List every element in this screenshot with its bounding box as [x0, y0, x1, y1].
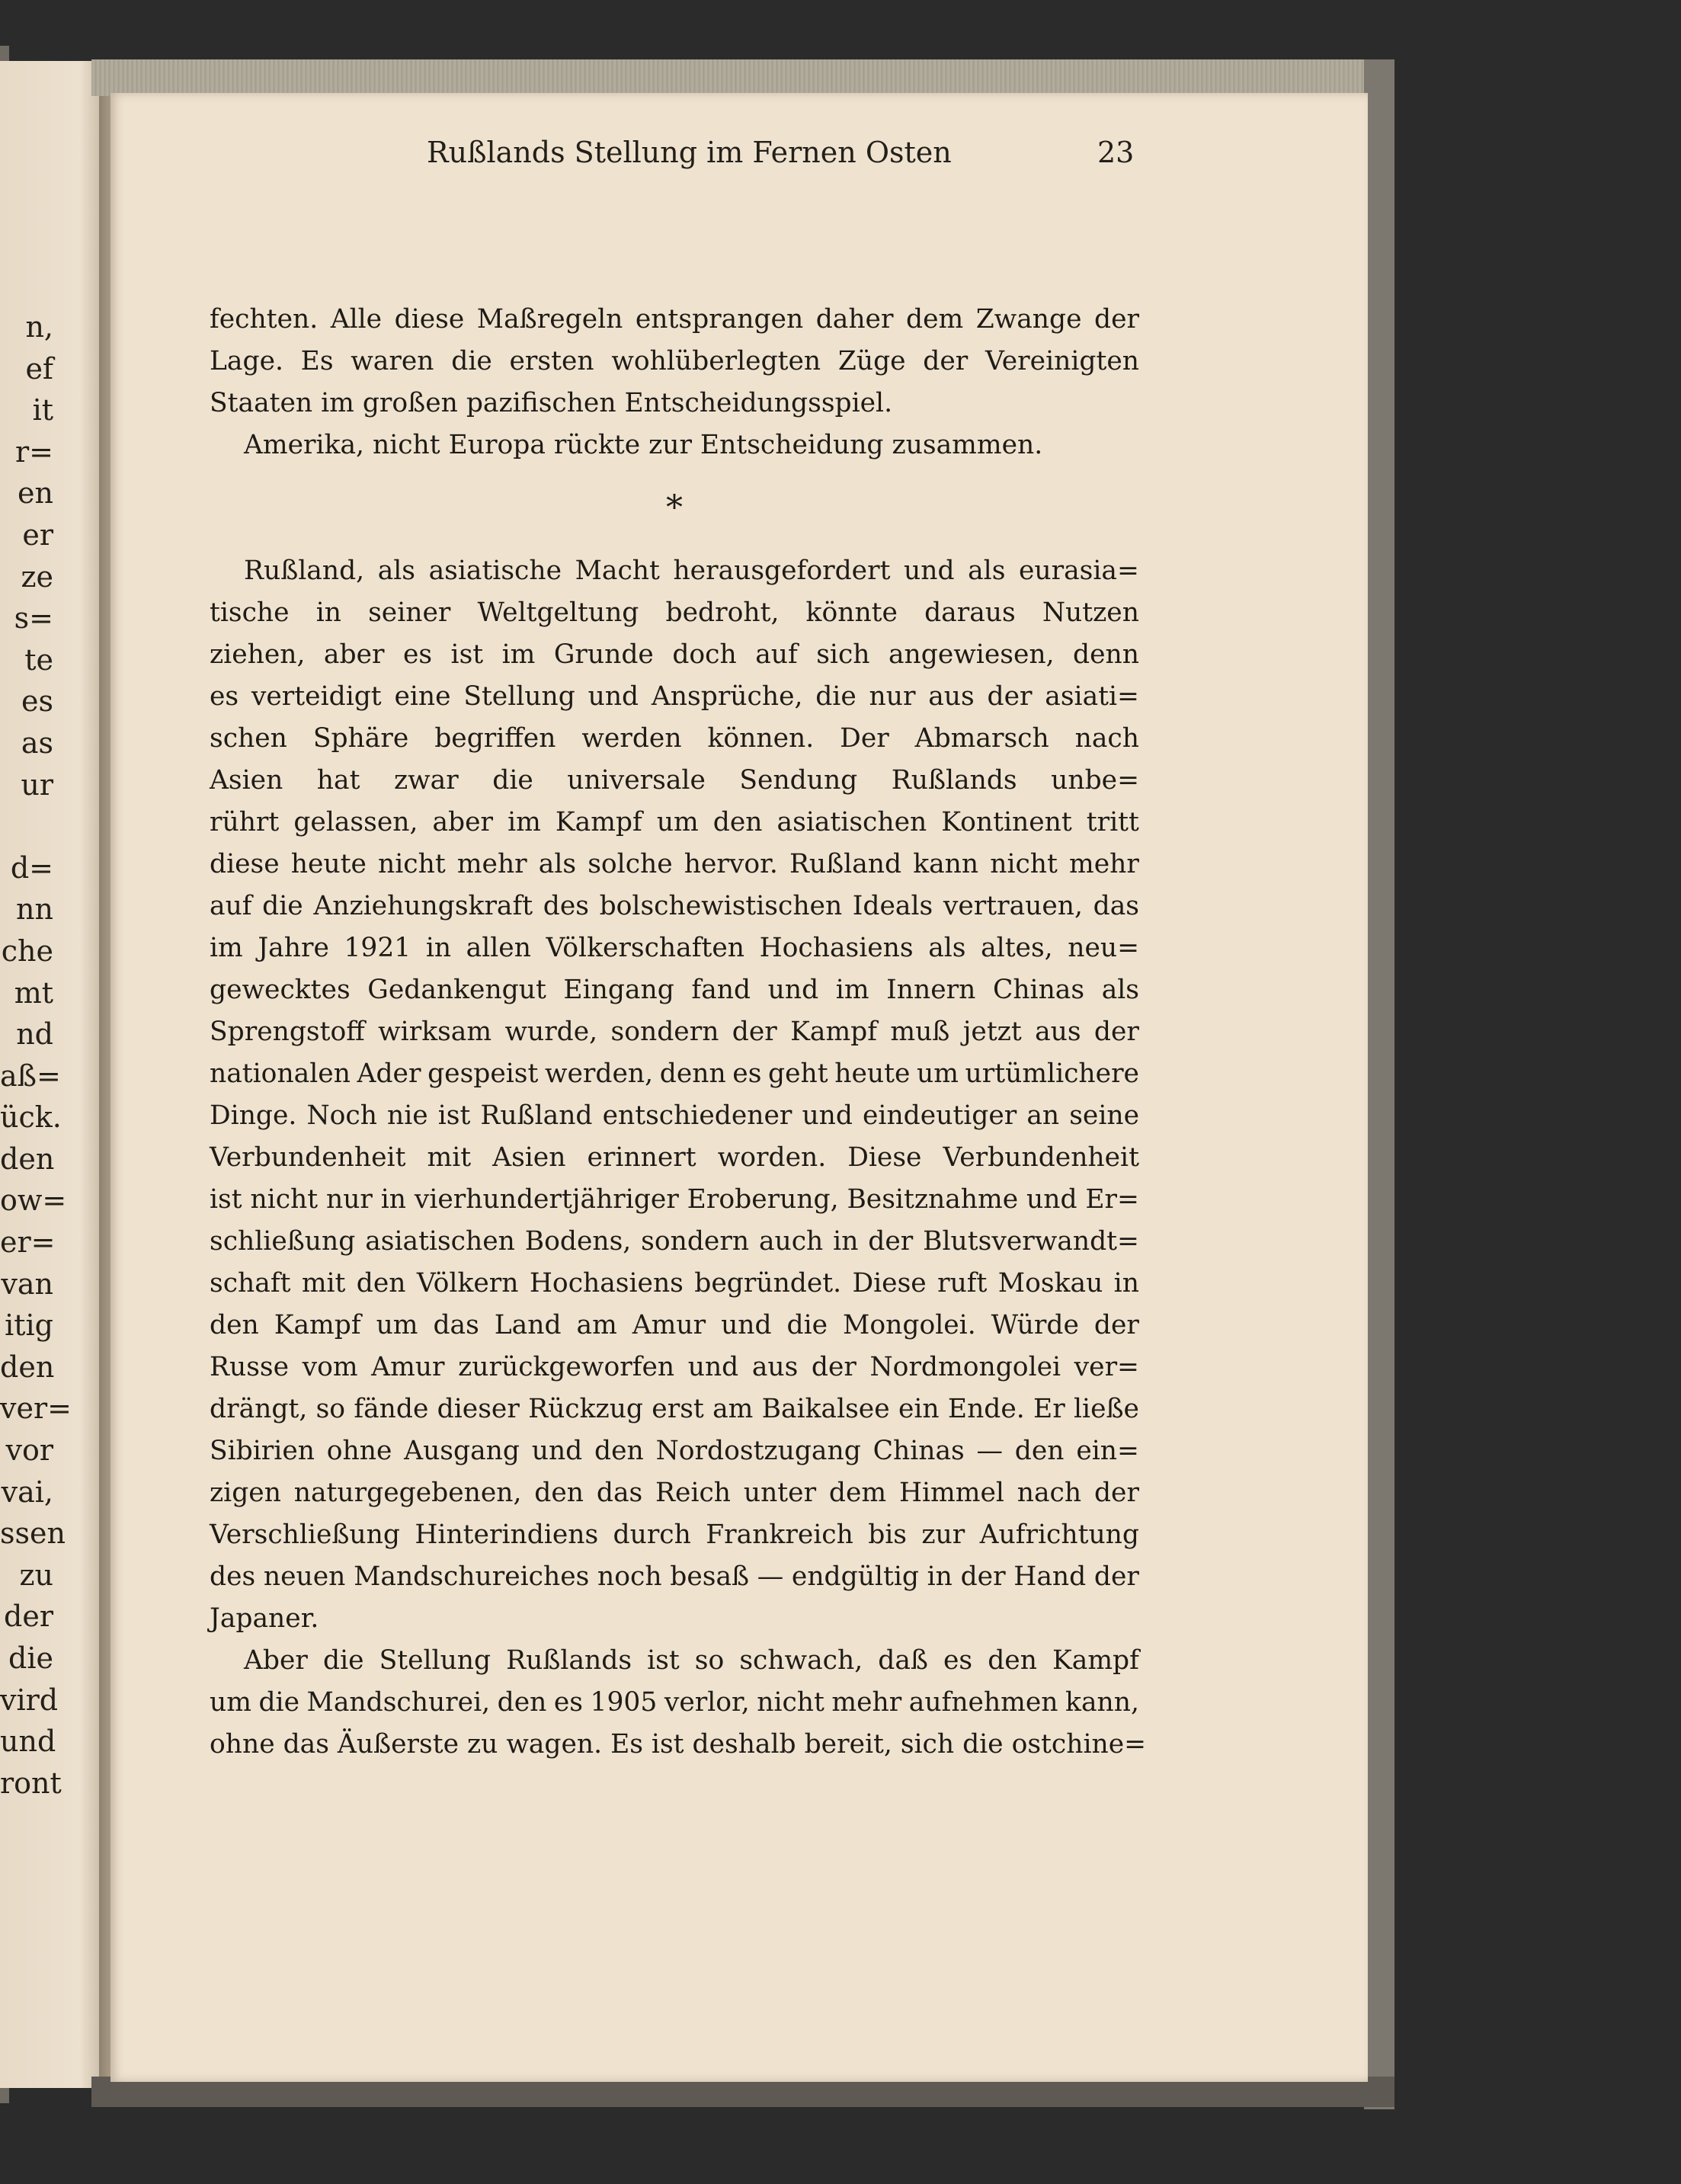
text-line: schen Sphäre begriffen werden können. Der Abmarsch nach: [210, 723, 1139, 754]
text-line: Sibirien ohne Ausgang und den Nordostzugang Chinas — den ein=: [210, 1436, 1139, 1466]
text-line: Japaner.: [210, 1603, 319, 1634]
cover-right-edge: [1364, 59, 1394, 2109]
text-line: Verschließung Hinterindiens durch Frankreich bis zur Aufrichtung: [210, 1520, 1139, 1550]
left-page-fragment: nd: [16, 1017, 53, 1052]
left-page-fragment: die: [8, 1641, 53, 1675]
text-line: Lage. Es waren die ersten wohlüberlegten Züge der Vereinigten: [210, 346, 1139, 376]
text-line: ohne das Äußerste zu wagen. Es ist deshalb bereit, sich die ostchine=: [210, 1729, 1147, 1760]
left-page-fragment: und: [0, 1724, 56, 1759]
section-ornament: *: [666, 488, 683, 527]
text-line: den Kampf um das Land am Amur und die Mongolei. Würde der: [210, 1310, 1139, 1340]
left-page-fragment: den: [0, 1142, 55, 1176]
text-line: schaft mit den Völkern Hochasiens begründet. Diese ruft Moskau in: [210, 1268, 1139, 1299]
left-page-fragment: aß=: [0, 1058, 61, 1093]
left-page-fragment: der: [4, 1600, 53, 1634]
text-line: Aber die Stellung Rußlands ist so schwach, daß es den Kampf: [244, 1645, 1139, 1676]
left-page-fragment: den: [0, 1350, 55, 1384]
text-line: zigen naturgegebenen, den das Reich unter dem Himmel nach der: [210, 1478, 1139, 1508]
left-page-fragment: as: [21, 725, 53, 760]
text-line: ziehen, aber es ist im Grunde doch auf sich angewiesen, denn: [210, 639, 1139, 670]
left-page-fragment: che: [1, 933, 53, 968]
paragraph: [210, 1640, 1147, 1766]
text-line: schließung asiatischen Bodens, sondern auch in der Blutsverwandt=: [210, 1226, 1139, 1257]
left-page-fragment: it: [32, 393, 53, 428]
left-page-fragment: itig: [5, 1308, 53, 1343]
text-line: tische in seiner Weltgeltung bedroht, könnte daraus Nutzen: [210, 597, 1139, 628]
paragraph: [210, 550, 1139, 1640]
running-title: Rußlands Stellung im Fernen Osten: [427, 136, 952, 169]
left-page-fragment: ze: [21, 559, 53, 594]
left-page-fragment: nn: [16, 892, 53, 927]
text-line: des neuen Mandschureiches noch besaß — endgültig in der Hand der: [210, 1561, 1139, 1592]
text-line: es verteidigt eine Stellung und Ansprüche, die nur aus der asiati=: [210, 681, 1139, 712]
text-line: im Jahre 1921 in allen Völkerschaften Hochasiens als altes, neu=: [210, 933, 1139, 963]
text-line: Dinge. Noch nie ist Rußland entschiedener und eindeutiger an seine: [210, 1100, 1139, 1131]
text-line: Rußland, als asiatische Macht herausgefordert und als eurasia=: [244, 556, 1139, 586]
text-line: diese heute nicht mehr als solche hervor. Rußland kann nicht mehr: [210, 849, 1139, 879]
body-text: [210, 299, 1147, 1766]
text-line: Amerika, nicht Europa rückte zur Entscheidung zusammen.: [244, 430, 1043, 460]
left-page-text-fragments: [0, 306, 72, 1804]
left-page-fragment: ur: [21, 767, 53, 802]
paragraph: [210, 424, 1139, 466]
left-page-fragment: vor: [5, 1433, 53, 1468]
left-page-fragment: er=: [0, 1225, 56, 1260]
left-page-fragment: en: [18, 476, 53, 511]
text-line: Sprengstoff wirksam wurde, sondern der Kampf muß jetzt aus der: [210, 1017, 1139, 1047]
left-page-fragment: ront: [0, 1766, 62, 1800]
page-number: 23: [1097, 136, 1135, 169]
text-line: Verbundenheit mit Asien erinnert worden. Diese Verbundenheit: [210, 1142, 1139, 1173]
text-line: drängt, so fände dieser Rückzug erst am Baikalsee ein Ende. Er ließe: [210, 1394, 1139, 1424]
left-page-fragment: van: [1, 1267, 53, 1301]
text-line: fechten. Alle diese Maßregeln entsprangen daher dem Zwange der: [210, 304, 1139, 335]
text-line: ist nicht nur in vierhundertjähriger Eroberung, Besitznahme und Er=: [210, 1184, 1139, 1215]
left-page-fragment: ver=: [0, 1391, 72, 1426]
left-page-fragment: s=: [14, 601, 53, 636]
left-page-fragment: d=: [10, 850, 53, 885]
left-page-fragment: zu: [19, 1558, 53, 1592]
cover-top-edge: [91, 59, 1387, 96]
left-page-fragment: r=: [14, 434, 53, 469]
left-page-fragment: vai,: [1, 1475, 53, 1509]
left-page-fragment: er: [22, 517, 53, 552]
text-line: nationalen Ader gespeist werden, denn es geht heute um urtümlichere: [210, 1058, 1139, 1089]
text-line: gewecktes Gedankengut Eingang fand und im Innern Chinas als: [210, 975, 1139, 1005]
text-line: um die Mandschurei, den es 1905 verlor, nicht mehr aufnehmen kann,: [210, 1687, 1139, 1718]
paragraph: [210, 299, 1139, 424]
left-page-fragment: n,: [25, 310, 53, 344]
text-line: Staaten im großen pazifischen Entscheidungsspiel.: [210, 388, 893, 418]
left-page-fragment: ef: [25, 351, 53, 386]
left-page-fragment: ück.: [0, 1100, 62, 1135]
text-line: rührt gelassen, aber im Kampf um den asiatischen Kontinent tritt: [210, 807, 1139, 837]
text-line: Asien hat zwar die universale Sendung Rußlands unbe=: [210, 765, 1139, 796]
text-line: Russe vom Amur zurückgeworfen und aus der Nordmongolei ver=: [210, 1352, 1139, 1382]
left-page-fragment: mt: [14, 975, 53, 1010]
left-page-fragment: [0, 805, 53, 847]
left-page-fragment: ow=: [0, 1183, 67, 1218]
left-page-fragment: es: [21, 684, 53, 719]
left-page-fragment: ssen: [0, 1516, 66, 1551]
left-page-fragment: vird: [0, 1683, 59, 1717]
left-page-fragment: te: [24, 642, 53, 677]
text-line: auf die Anziehungskraft des bolschewistischen Ideals vertrauen, das: [210, 891, 1139, 921]
